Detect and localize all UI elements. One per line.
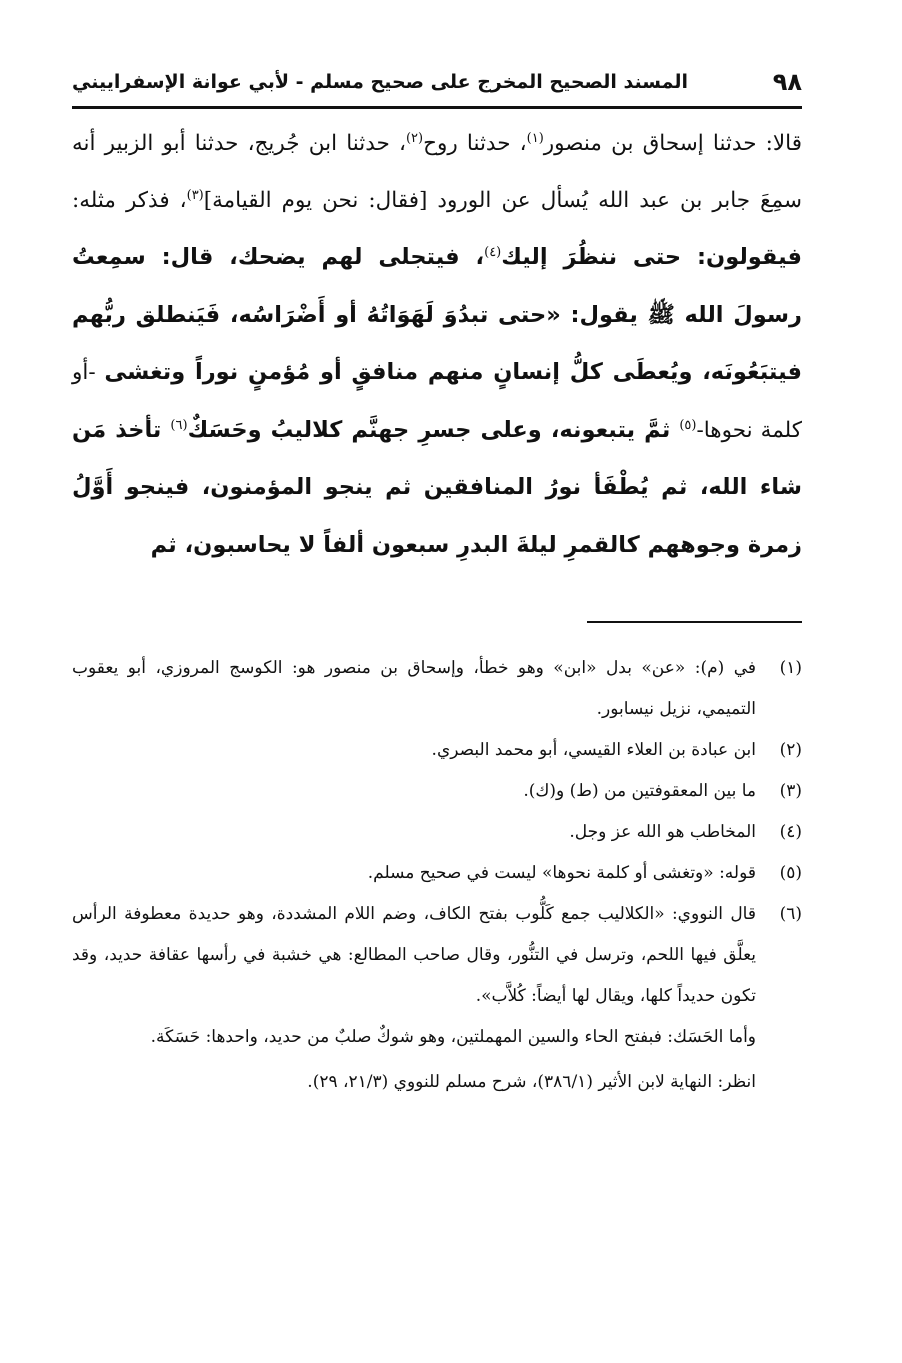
footnote-number: (٣) (779, 781, 802, 801)
hadith-segment: ثمَّ يتبعونه، وعلى جسرِ جهنَّم كلاليبُ وحَسَكٌ (187, 416, 680, 443)
main-text (72, 116, 802, 574)
footnote-reference: انظر: النهاية لابن الأثير (٣٨٦/١)، شرح مسلم للنووي (٢١/٣، ٢٩). (307, 1072, 756, 1092)
footnotes (72, 648, 802, 1103)
footnote-item (72, 771, 802, 812)
footnote-ref[interactable]: (٢) (405, 130, 424, 146)
footnote-separator (587, 621, 802, 623)
footnote-ref[interactable]: (٦) (170, 417, 188, 433)
text-segment: قالا: حدثنا إسحاق بن منصور (543, 131, 802, 156)
hadith-segment: فيقولون: حتى ننظُرَ إليك (501, 244, 802, 270)
hadith-segment: ، فيتجلى لهم يضحك، قال: سمِعتُ رسولَ الله ﷺ يقول: «حتى تبدُوَ لَهَوَاتُهُ أو أَضْرَاسُه، فَيَنطلق ربُّهم فيتبَعُونَه، ويُعطَى كلُّ إنسانٍ منهم منافقٍ أو مُؤمنٍ نوراً وتغشى (72, 244, 802, 385)
footnote-number: (٢) (779, 740, 802, 760)
running-title: المسند الصحيح المخرج على صحيح مسلم - لأبي عوانة الإسفراييني (72, 71, 688, 93)
footnote-item (72, 812, 802, 853)
footnote-item (72, 853, 802, 894)
footnote-text: قال النووي: «الكلاليب جمع كَلُّوب بفتح الكاف، وضم اللام المشددة، وهو حديدة معطوفة الرأس يعلَّق فيها اللحم، وترسل في التنُّور، وقال صاحب المطالع: هي خشبة في رأسها عقافة حديد، وقد تكون حديداً كلها، ويقال لها أيضاً: كُلاَّب». (72, 904, 756, 1006)
footnote-text: ابن عبادة بن العلاء القيسي، أبو محمد البصري. (431, 740, 756, 760)
footnote-number: (٤) (779, 822, 802, 842)
footnote-ref[interactable]: (٣) (186, 187, 204, 203)
page-number: ٩٨ (772, 68, 802, 96)
page-content (72, 44, 802, 1324)
footnote-ref[interactable]: (١) (526, 130, 544, 146)
footnote-text: قوله: «وتغشى أو كلمة نحوها» ليست في صحيح مسلم. (367, 863, 756, 883)
footnote-item (72, 648, 802, 730)
page-header (72, 58, 802, 109)
footnote-number: (٦) (779, 904, 802, 924)
text-segment: ، حدثنا روح (423, 131, 527, 156)
footnote-item (72, 894, 802, 1017)
footnote-text: ما بين المعقوفتين من (ط) و(ك). (523, 781, 756, 801)
footnote-ref[interactable]: (٤) (484, 244, 502, 260)
footnote-number: (٥) (779, 863, 802, 883)
footnote-ref[interactable]: (٥) (679, 417, 697, 433)
text-segment: ، حدثنا ابن جُريج، حدثنا أبو الزبير أنه سمِعَ جابر بن عبد الله يُسأل عن الورود [فقال: نحن يوم القيامة] (72, 131, 802, 213)
footnote-text: المخاطب هو الله عز وجل. (569, 822, 756, 842)
hadith-segment: تأخذ مَن شاء الله، ثم يُطْفَأ نورُ المنافقين ثم ينجو المؤمنون، فينجو أَوَّلُ زمرة وجوههم كالقمرِ ليلةَ البدرِ سبعون ألفاً لا يحاسبون، ثم (72, 416, 802, 558)
text-segment: ، فذكر مثله: (72, 187, 187, 213)
footnote-item (72, 730, 802, 771)
footnote-continuation: وأما الحَسَك: فبفتح الحاء والسين المهملتين، وهو شوكٌ صلبٌ من حديد، واحدها: حَسَكَة. (150, 1027, 756, 1047)
footnote-text: في (م): «عن» بدل «ابن» وهو خطأ، وإسحاق بن منصور هو: الكوسج المروزي، أبو يعقوب التميمي، نزيل نيسابور. (72, 658, 756, 719)
text-segment: -أو كلمة نحوها- (72, 360, 802, 443)
footnote-number: (١) (779, 658, 802, 678)
